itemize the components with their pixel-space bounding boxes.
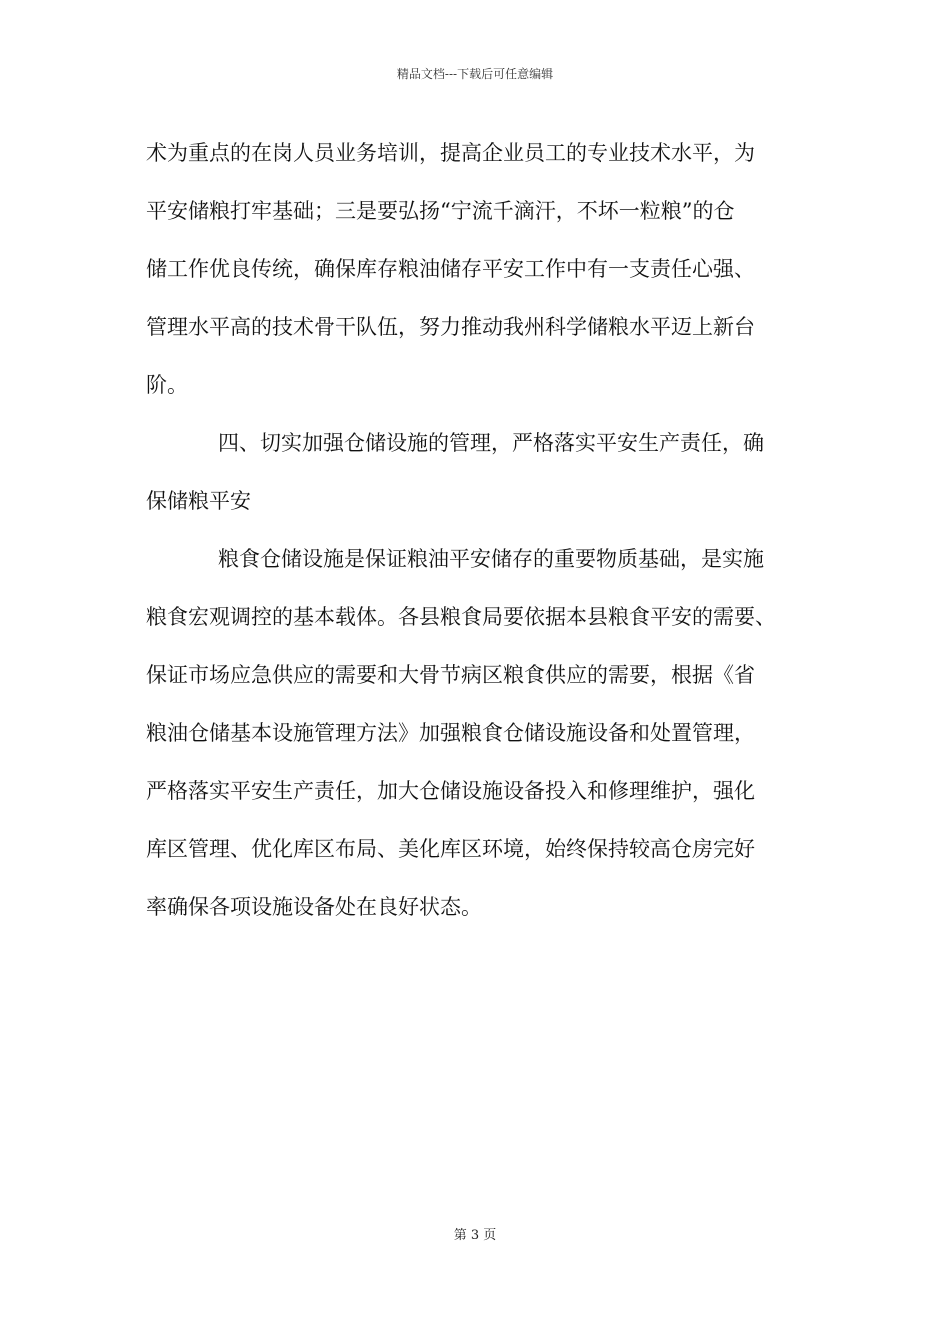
section-heading-line: 保储粮平安 bbox=[146, 489, 251, 513]
paragraph-line: 粮油仓储基本设施管理方法》加强粮食仓储设施设备和处置管理， bbox=[146, 721, 755, 745]
paragraph-line: 粮食仓储设施是保证粮油平安储存的重要物质基础，是实施 bbox=[218, 547, 764, 571]
paragraph-line: 保证市场应急供应的需要和大骨节病区粮食供应的需要，根据《省 bbox=[146, 663, 755, 687]
page-number: 第 3 页 bbox=[453, 1228, 497, 1243]
paragraph-line: 储工作优良传统，确保库存粮油储存平安工作中有一支责任心强、 bbox=[146, 257, 755, 281]
document-body bbox=[146, 134, 836, 927]
section-heading-line: 四、切实加强仓储设施的管理，严格落实平安生产责任，确 bbox=[218, 431, 764, 455]
page-header: 精品文档---下载后可任意编辑 bbox=[396, 67, 554, 81]
paragraph-line: 库区管理、优化库区布局、美化库区环境，始终保持较高仓房完好 bbox=[146, 837, 755, 861]
paragraph-line: 严格落实平安生产责任，加大仓储设施设备投入和修理维护，强化 bbox=[146, 779, 755, 803]
paragraph-line: 术为重点的在岗人员业务培训，提高企业员工的专业技术水平，为 bbox=[146, 141, 755, 165]
paragraph-line: 阶。 bbox=[146, 373, 188, 397]
paragraph-line: 率确保各项设施设备处在良好状态。 bbox=[146, 895, 482, 919]
paragraph-line: 平安储粮打牢基础；三是要弘扬“宁流千滴汗，不坏一粒粮”的仓 bbox=[146, 199, 735, 223]
paragraph-line: 粮食宏观调控的基本载体。各县粮食局要依据本县粮食平安的需要、 bbox=[146, 605, 776, 629]
paragraph-line: 管理水平高的技术骨干队伍，努力推动我州科学储粮水平迈上新台 bbox=[146, 315, 755, 339]
